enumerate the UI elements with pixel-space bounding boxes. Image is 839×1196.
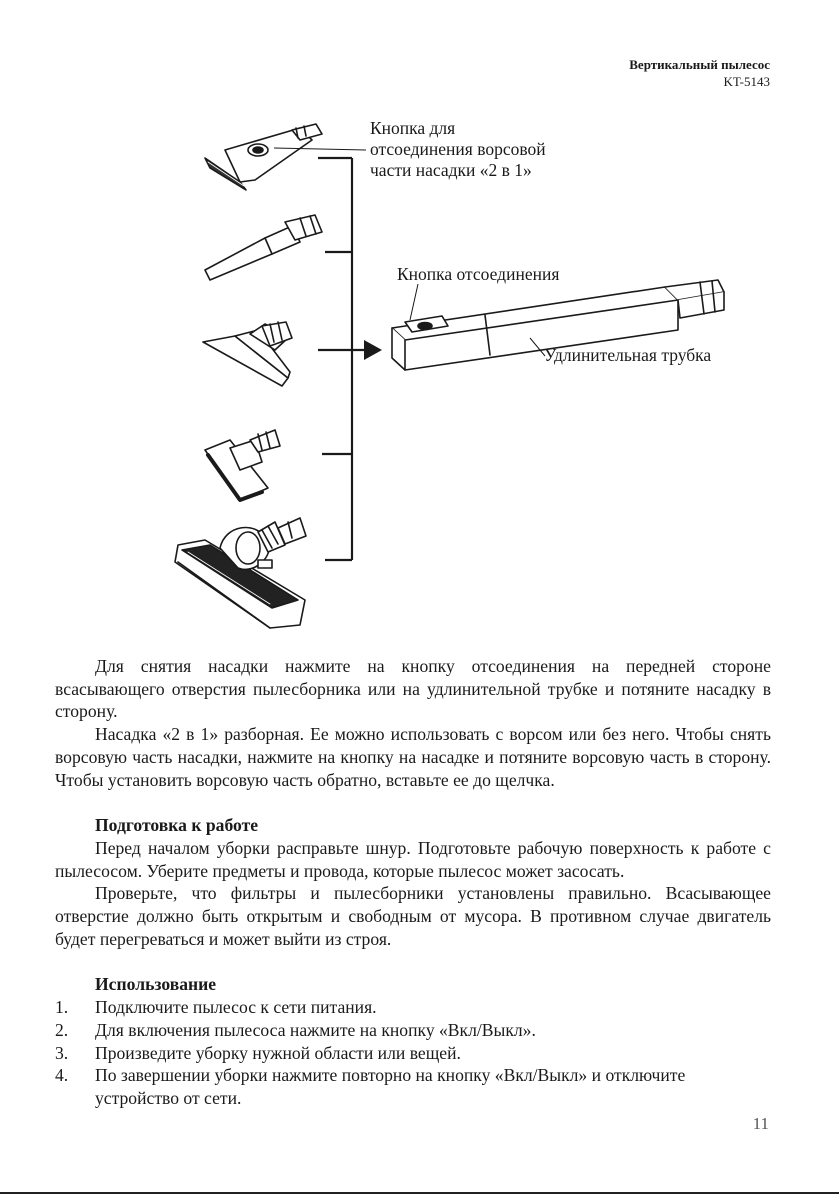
list-item: 4. По завершении уборки нажмите повторно на кнопку «Вкл/Выкл» и отключите устройство от сети. xyxy=(55,1065,686,1108)
bracket-connector xyxy=(318,158,372,560)
paragraph-prep-2: Проверьте, что фильтры и пылесборники установлены правильно. Всасывающее отверстие должно быть открытым и свободным от мусора. В противном случае двигатель будет перегреваться и может выйти из строя. xyxy=(55,883,771,949)
label-extension-tube: Удлинительная трубка xyxy=(544,345,712,365)
body-text xyxy=(55,655,771,1110)
page-number: 11 xyxy=(752,1114,769,1133)
heading-usage: Использование xyxy=(95,974,217,995)
label-release-button: Кнопка отсоединения xyxy=(397,264,560,284)
paragraph-prep-1: Перед началом уборки расправьте шнур. Подготовьте рабочую поверхность к работе с пылесосом. Уберите предметы и провода, которые пылесос может засосать. xyxy=(55,837,771,881)
list-item: 2. Для включения пылесоса нажмите на кнопку «Вкл/Выкл». xyxy=(55,1019,536,1040)
dusting-brush-attachment xyxy=(205,430,280,500)
paragraph-two-in-one: Насадка «2 в 1» разборная. Ее можно использовать с ворсом или без него. Чтобы снять ворсовую часть насадки, нажмите на кнопку на насадке и потяните ворсовую часть в сторону. Чтобы установить ворсовую часть обратно, вставьте ее до щелчка. xyxy=(55,724,771,790)
list-item: 3. Произведите уборку нужной области или вещей. xyxy=(55,1042,461,1063)
page-bottom-rule xyxy=(0,1192,839,1194)
header-model: KT-5143 xyxy=(723,74,770,89)
label-brush-button: Кнопка для отсоединения ворсовой части насадки «2 в 1» xyxy=(370,118,546,180)
usage-steps-list xyxy=(55,996,771,1110)
arrow-icon xyxy=(364,340,382,360)
header-title: Вертикальный пылесос xyxy=(629,57,770,72)
list-item: 1. Подключите пылесос к сети питания. xyxy=(55,997,377,1018)
floor-brush-attachment xyxy=(175,518,306,628)
leader-line-release-button xyxy=(410,284,418,320)
heading-preparation: Подготовка к работе xyxy=(95,815,259,836)
paragraph-detach: Для снятия насадки нажмите на кнопку отсоединения на передней стороне всасывающего отверстия пылесборника или на удлинительной трубке и потяните насадку в сторону. xyxy=(55,656,771,722)
leader-line-extension-tube xyxy=(530,338,545,356)
two-in-one-brush-attachment xyxy=(205,124,322,190)
upholstery-nozzle-attachment xyxy=(203,322,292,386)
crevice-tool-attachment xyxy=(205,215,322,280)
